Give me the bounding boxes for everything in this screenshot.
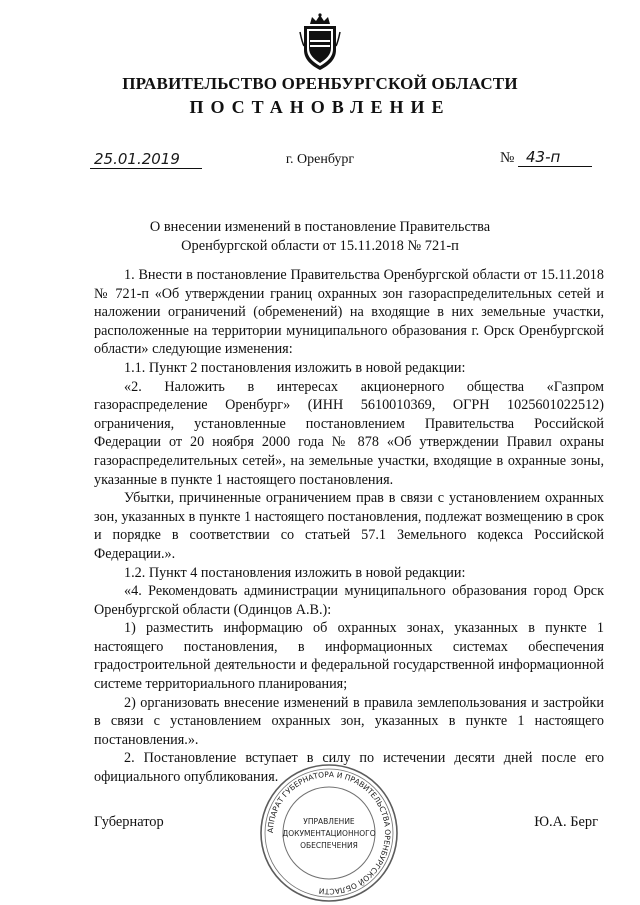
document-number: 43-п [518, 148, 592, 167]
paragraph: «4. Рекомендовать администрации муниципального образования город Орск Оренбургской области (Одинцов А.В.): [94, 583, 604, 618]
paragraph: «2. Наложить в интересах акционерного общества «Газпром газораспределение Оренбург» (ИНН 5610010369, ОГРН 1025601022512) ограничения, установленные постановлением Правительства Российской Федерации от 20 ноября 2000 года № 878 «Об утверждении Правил охраны газораспределительных сетей», на земельные участки, входящие в охранные зоны, указанные в пункте 1 настоящего постановления. [94, 378, 604, 488]
document-date: 25.01.2019 [90, 150, 202, 169]
paragraph: 1.2. Пункт 4 постановления изложить в новой редакции: [124, 564, 466, 581]
number-label: № [500, 150, 515, 166]
document-body [94, 266, 604, 787]
paragraph: 1) разместить информацию об охранных зонах, указанных в пункте 1 настоящего постановления, в информационных системах обеспечения градостроительной деятельности и федеральной государственной информационной системе территориального планирования; [94, 620, 604, 693]
paragraph: 1.1. Пункт 2 постановления изложить в новой редакции: [124, 359, 466, 376]
stamp-center-line: ОБЕСПЕЧЕНИЯ [300, 841, 358, 850]
signatory-name: Ю.А. Берг [534, 814, 598, 830]
signatory-title: Губернатор [94, 814, 164, 830]
official-stamp [258, 762, 400, 904]
organization-title: ПРАВИТЕЛЬСТВО ОРЕНБУРГСКОЙ ОБЛАСТИ [122, 74, 518, 93]
stamp-center-line: ДОКУМЕНТАЦИОННОГО [282, 829, 376, 838]
document-city: г. Оренбург [285, 152, 355, 167]
subject-line: Оренбургской области от 15.11.2018 № 721-п [181, 238, 459, 254]
stamp-center-line: УПРАВЛЕНИЕ [303, 817, 355, 826]
subject-line: О внесении изменений в постановление Правительства [149, 219, 491, 235]
document-type: ПОСТАНОВЛЕНИЕ [189, 97, 451, 117]
paragraph: 1. Внести в постановление Правительства Оренбургской области от 15.11.2018 № 721-п «Об утверждении границ охранных зон газораспределительных сетей и наложении ограничений (обременений) на входящие в них земельные участки, расположенные на территории муниципального образования г. Орск Оренбургской области» следующие изменения: [94, 267, 604, 358]
document-subject [0, 218, 640, 256]
paragraph: 2. Постановление вступает в силу по истечении десяти дней после его официального опубликования. [94, 750, 604, 786]
paragraph: 2) организовать внесение изменений в правила землепользования и застройки в связи с установлением охранных зон, указанных в пункте 1 настоящего постановления.». [94, 694, 604, 748]
coat-of-arms-icon [296, 12, 344, 72]
stamp-ring-text: АППАРАТ ГУБЕРНАТОРА И ПРАВИТЕЛЬСТВА ОРЕНБУРГСКОЙ ОБЛАСТИ [265, 769, 393, 897]
paragraph: Убытки, причиненные ограничением прав в связи с установлением охранных зон, указанных в пункте 1 настоящего постановления, подлежат возмещению в срок и порядке в соответствии со статьей 57.1 Земельного кодекса Российской Федерации.». [94, 490, 604, 562]
